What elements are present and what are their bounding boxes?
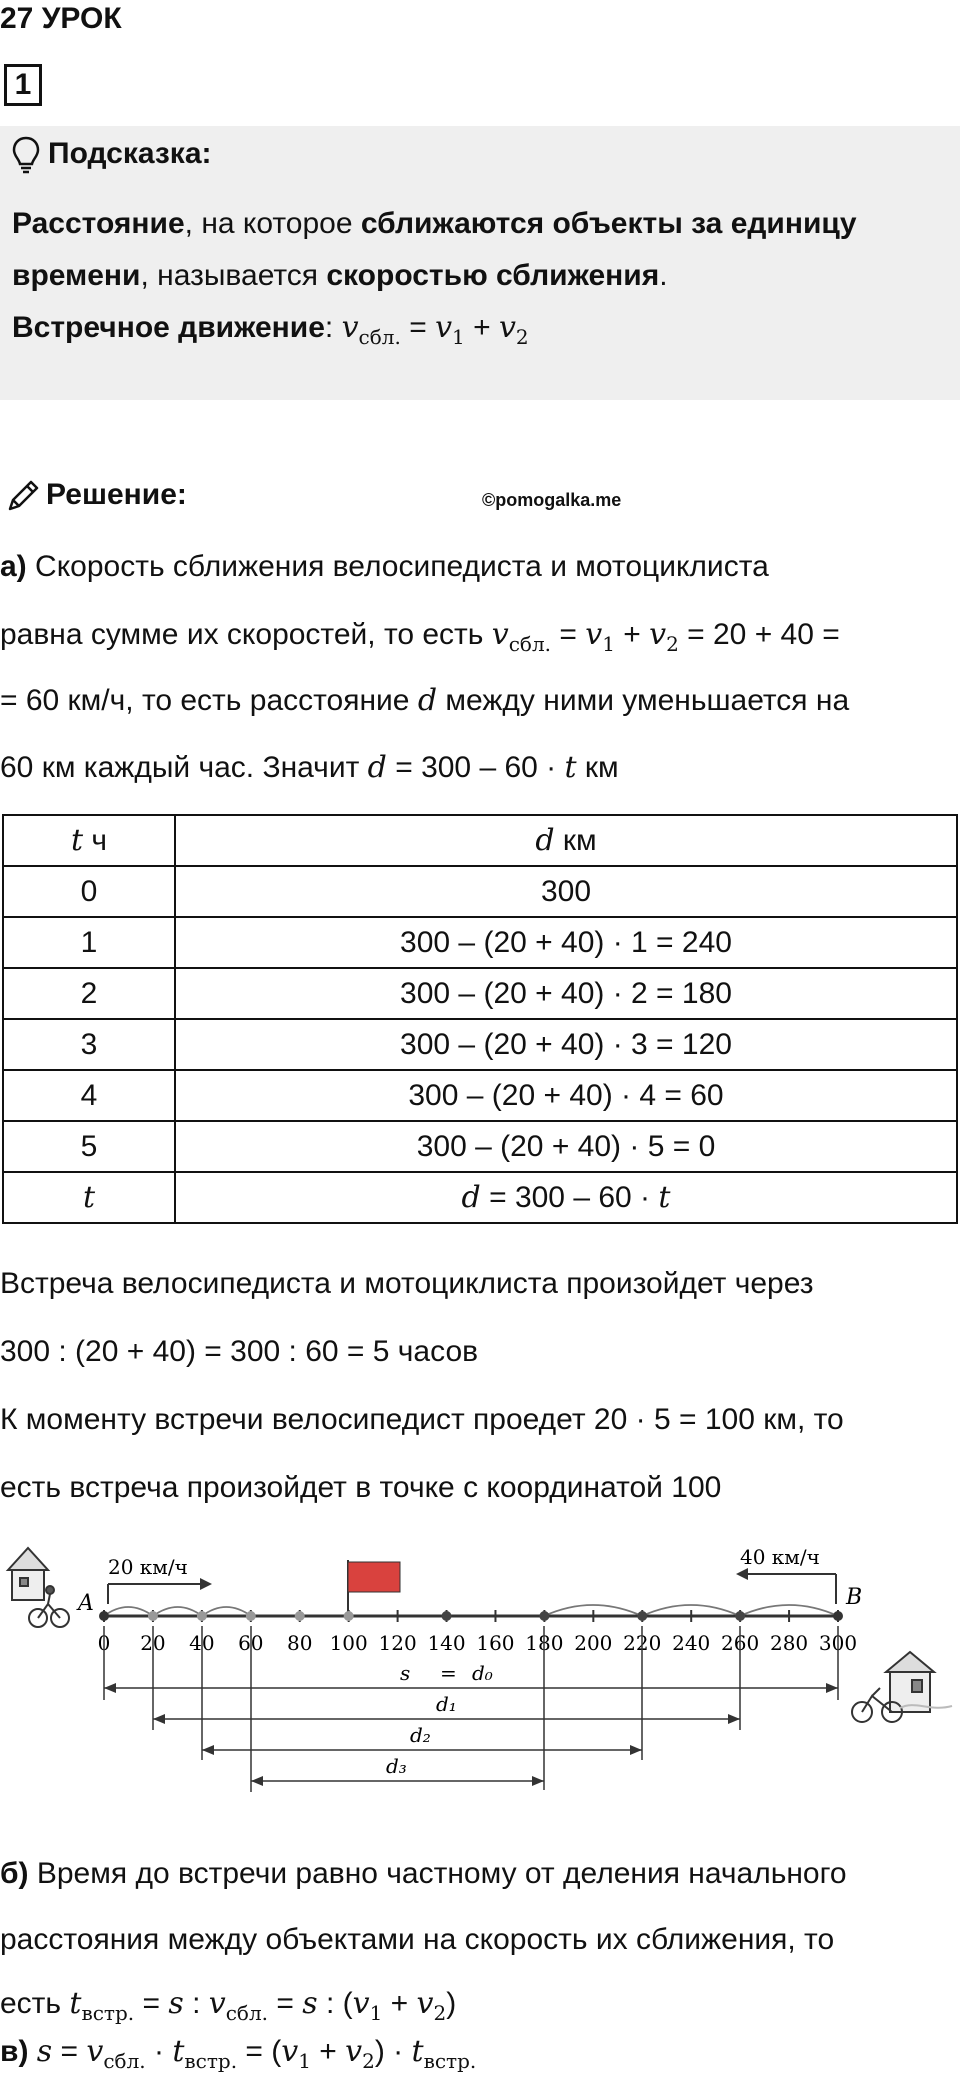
- table-cell-d: 300 – (20 + 40) · 2 = 180: [175, 968, 957, 1019]
- tick-label: 240: [672, 1631, 711, 1655]
- d3-label: d₃: [386, 1754, 407, 1778]
- formula-vsbl: $v_{сбл.} = v_1 + v_2$: [491, 617, 679, 656]
- table-cell-t: 0: [3, 866, 175, 917]
- tick-label: 120: [378, 1631, 417, 1655]
- table-header-t-unit: ч: [83, 824, 108, 857]
- part-a-text: 60 км каждый час. Значит: [0, 751, 368, 784]
- part-v-line-1: [0, 2018, 958, 2095]
- endpoint-marker: [833, 1611, 843, 1621]
- endpoint-marker: [99, 1611, 109, 1621]
- hint-text: [12, 198, 952, 363]
- d0-label: d₀: [472, 1661, 493, 1685]
- part-a-text: = 20 + 40 =: [678, 618, 840, 651]
- table-row: [3, 1121, 957, 1172]
- table-cell-d: d = 300 – 60 · t: [175, 1172, 957, 1223]
- part-b-text: Время до встречи равно частному от деления начального: [28, 1857, 847, 1890]
- lightbulb-icon: [12, 136, 40, 174]
- solution-heading: [6, 478, 187, 513]
- tick-label: 80: [287, 1631, 313, 1655]
- table-cell-d-text: = 300 – 60 ·: [480, 1181, 659, 1214]
- motorcyclist-house-icon: [852, 1652, 952, 1722]
- table-cell-d: 300 – (20 + 40) · 4 = 60: [175, 1070, 957, 1121]
- point-marker: [735, 1611, 745, 1621]
- part-b-label: б): [0, 1857, 29, 1890]
- point-marker: [539, 1611, 549, 1621]
- tick-label: 180: [525, 1631, 564, 1655]
- formula-tmeet: $t_{встр.} = s$ : $v_{сбл.} = s$ : $(v_1 + v_2)$: [69, 1986, 457, 2025]
- part-b-line-2: расстояния между объектами на скорость их сближения, то: [0, 1923, 835, 1956]
- table-row: [3, 968, 957, 1019]
- cyclist-house-icon: [8, 1548, 69, 1627]
- tick-label: 40: [189, 1631, 215, 1655]
- table-cell-t: 5: [3, 1121, 175, 1172]
- point-marker: [246, 1611, 256, 1621]
- table-cell-d: 300 – (20 + 40) · 1 = 240: [175, 917, 957, 968]
- part-a-text: = 60 км/ч, то есть расстояние: [0, 684, 418, 717]
- table-cell-d: 300: [175, 866, 957, 917]
- table-row: [3, 866, 957, 917]
- point-marker: [148, 1611, 158, 1621]
- speed-left-label: 20 км/ч: [108, 1555, 188, 1579]
- point-a-label: A: [78, 1591, 94, 1616]
- table-cell-d: 300 – (20 + 40) · 5 = 0: [175, 1121, 957, 1172]
- tick-label: 300: [818, 1631, 858, 1655]
- table-header-d-unit: км: [554, 824, 597, 857]
- hint-box: [0, 126, 960, 400]
- point-marker: [197, 1611, 207, 1621]
- tick-label: 200: [574, 1631, 613, 1655]
- table-cell-t: 2: [3, 968, 175, 1019]
- part-a-text: равна сумме их скоростей, то есть: [0, 618, 492, 651]
- hint-term-oncoming: Встречное движение: [12, 311, 325, 344]
- table-row: [3, 1019, 957, 1070]
- point-marker: [442, 1611, 452, 1621]
- meet-line-2: 300 : (20 + 40) = 300 : 60 = 5 часов: [0, 1335, 479, 1368]
- table-cell-t: t: [3, 1172, 175, 1223]
- d1-label: d₁: [436, 1692, 457, 1716]
- d2-label: d₂: [410, 1723, 431, 1747]
- part-a-text: между ними уменьшается на: [437, 684, 850, 717]
- hint-heading-text: Подсказка:: [48, 136, 212, 170]
- part-b-text: есть: [0, 1987, 70, 2020]
- s-label: s: [400, 1661, 411, 1685]
- solution-heading-text: Решение:: [46, 478, 187, 511]
- tick-label: 140: [427, 1631, 466, 1655]
- table-header-d: d км: [175, 815, 957, 866]
- table-row: [3, 1172, 957, 1223]
- hint-text-part: .: [659, 259, 668, 292]
- part-a-line-3: = 60 км/ч, то есть расстояние d между ними уменьшается на: [0, 683, 850, 718]
- part-a-text: км: [576, 751, 619, 784]
- hint-text-part: , называется: [140, 259, 327, 292]
- hint-term-time: времени: [12, 259, 141, 292]
- part-a-text: = 300 – 60 ·: [386, 751, 565, 784]
- tick-labels: [98, 1631, 857, 1655]
- task-number: 1: [4, 64, 42, 106]
- tick-label: 220: [623, 1631, 662, 1655]
- tick-label: 60: [238, 1631, 264, 1655]
- part-a-text: Скорость сближения велосипедиста и мотоциклиста: [26, 550, 769, 583]
- number-line-diagram: [0, 1520, 960, 1810]
- part-a-label: а): [0, 550, 27, 583]
- hint-term-distance: Расстояние: [12, 207, 185, 240]
- watermark: ©pomogalka.me: [482, 490, 622, 510]
- s-eq: =: [440, 1661, 457, 1685]
- table-cell-d: 300 – (20 + 40) · 3 = 120: [175, 1019, 957, 1070]
- table-cell-t: 4: [3, 1070, 175, 1121]
- point-marker: [344, 1611, 354, 1621]
- hint-term-speed: скоростью сближения: [326, 259, 660, 292]
- table-row: [3, 1070, 957, 1121]
- lesson-title: 27 УРОК: [0, 2, 122, 35]
- meet-line-1: Встреча велосипедиста и мотоциклиста произойдет через: [0, 1267, 814, 1300]
- tick-label: 0: [97, 1631, 111, 1655]
- tick-label: 160: [476, 1631, 515, 1655]
- speed-right-label: 40 км/ч: [740, 1545, 820, 1569]
- table-cell-t: 1: [3, 917, 175, 968]
- meet-line-3: К моменту встречи велосипедист проедет 20 · 5 = 100 км, то: [0, 1403, 844, 1436]
- hint-text-part: :: [324, 311, 342, 344]
- table-row: [3, 917, 957, 968]
- tick-label: 260: [721, 1631, 760, 1655]
- table-cell-t: 3: [3, 1019, 175, 1070]
- flag-icon: [348, 1560, 400, 1615]
- point-marker: [295, 1611, 305, 1621]
- point-marker: [637, 1611, 647, 1621]
- part-v-label: в): [0, 2035, 29, 2068]
- meet-line-4: есть встреча произойдет в точке с координатой 100: [0, 1471, 722, 1504]
- formula-s: $s = v_{сбл.} \cdot t_{встр.} = (v_1 + v_2) \cdot t_{встр.}$: [36, 2034, 477, 2073]
- distance-table: [2, 814, 958, 1224]
- part-a-line-1: [0, 533, 958, 601]
- tick-label: 100: [329, 1631, 368, 1655]
- point-b-label: B: [846, 1585, 863, 1610]
- hint-formula: $v_{сбл.} = v_1 + v_2$: [341, 310, 529, 349]
- tick-label: 20: [140, 1631, 166, 1655]
- table-header-t: t ч: [3, 815, 175, 866]
- part-a-line-4: 60 км каждый час. Значит d = 300 – 60 · t км: [0, 750, 619, 785]
- table-header-row: [3, 815, 957, 866]
- hint-heading: [12, 136, 212, 174]
- hint-text-part: , на которое: [184, 207, 361, 240]
- pencil-icon: [6, 479, 40, 513]
- tick-label: 280: [769, 1631, 809, 1655]
- part-b-line-1: [0, 1840, 958, 1908]
- hint-term-approach: сближаются объекты за единицу: [360, 207, 857, 240]
